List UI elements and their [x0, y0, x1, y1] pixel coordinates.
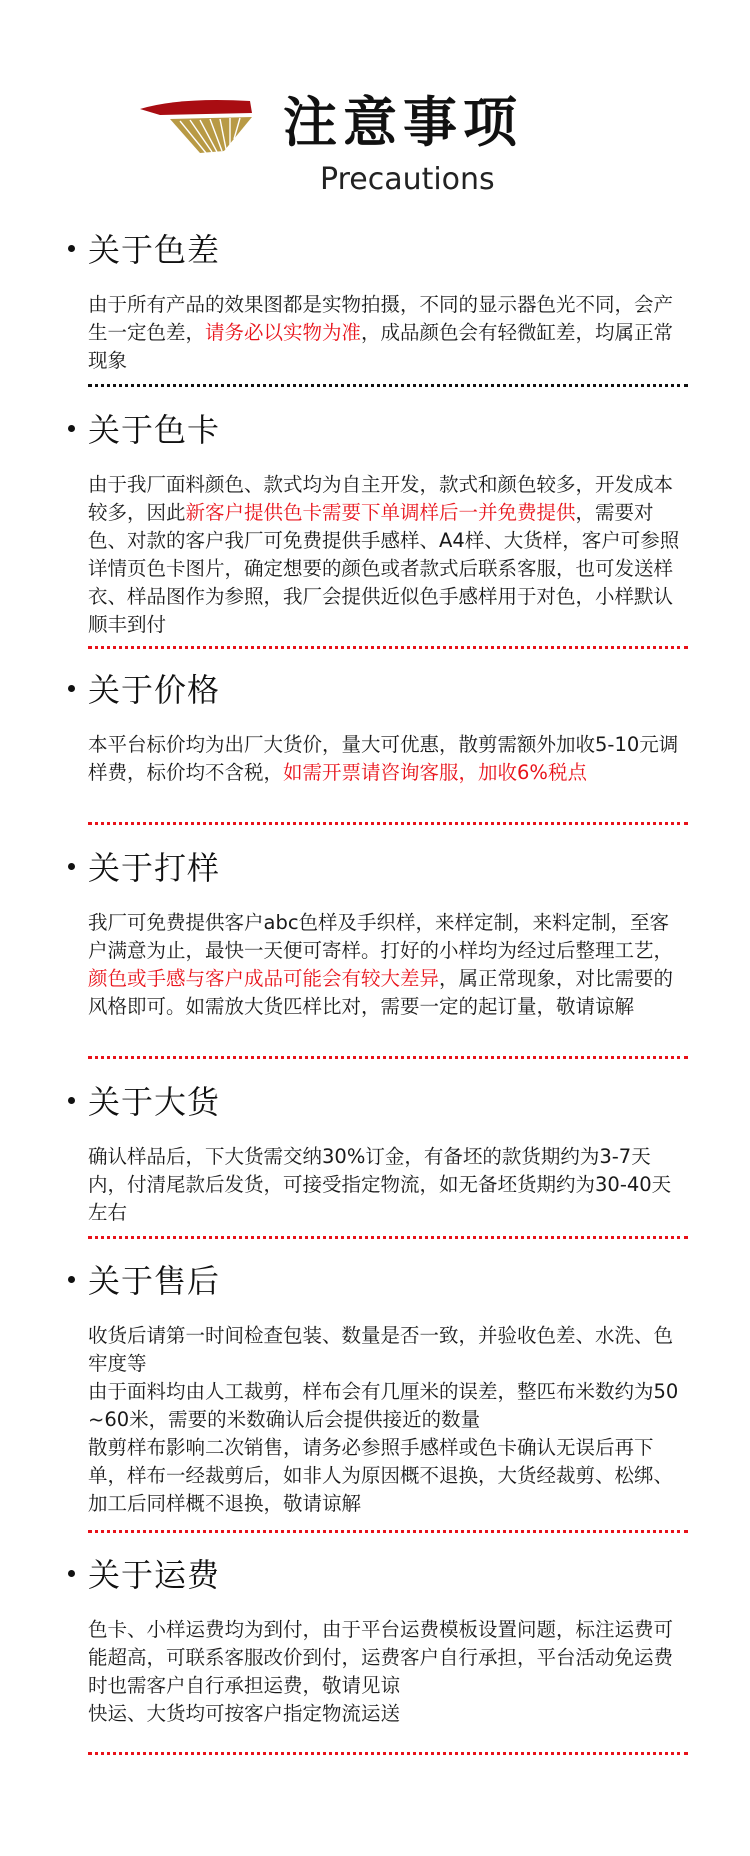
- section-header: [88, 1550, 688, 1600]
- section-header: [88, 665, 688, 715]
- section-body: [88, 909, 688, 1021]
- section-header: [88, 225, 688, 275]
- section-title: 关于色差: [88, 231, 221, 269]
- section-divider: [88, 822, 688, 825]
- section-title: 关于运费: [88, 1556, 221, 1594]
- body-text: 由于我厂面料颜色、款式均为自主开发，款式和颜色较多，开发成本较多，因此: [88, 473, 674, 524]
- section-title: 关于打样: [88, 849, 221, 887]
- body-text: ，需要对色、对款的客户我厂可免费提供手感样、A4样、大货样，客户可参照详情页色卡图片，确定想要的颜色或者款式后联系客服，也可发送样衣、样品图作为参照，我厂会提供近似色手感样用于对色，小样默认顺丰到付: [88, 501, 680, 636]
- highlight-text: 如需开票请咨询客服，加收6%税点: [283, 761, 587, 784]
- section-header: [88, 843, 688, 893]
- section-after-sales: [88, 1256, 688, 1518]
- section-divider: [88, 1236, 688, 1239]
- body-paragraph: 收货后请第一时间检查包装、数量是否一致，并验收色差、水洗、色牢度等: [88, 1324, 674, 1375]
- highlight-text: 颜色或手感与客户成品可能会有较大差异: [88, 967, 440, 990]
- page-subtitle: Precautions: [320, 162, 495, 197]
- bullet-icon: [68, 1570, 75, 1577]
- section-title: 关于价格: [88, 671, 221, 709]
- body-paragraph: 色卡、小样运费均为到付，由于平台运费模板设置问题，标注运费可能超高，可联系客服改价到付，运费客户自行承担，平台活动免运费时也需客户自行承担运费，敬请见谅: [88, 1618, 674, 1697]
- body-paragraph: 散剪样布影响二次销售，请务必参照手感样或色卡确认无误后再下单，样布一经裁剪后，如非人为原因概不退换，大货经裁剪、松绑、加工后同样概不退换，敬请谅解: [88, 1436, 674, 1515]
- section-header: [88, 1077, 688, 1127]
- body-text: ，属正常现象，对比需要的风格即可。如需放大货匹样比对，需要一定的起订量，敬请谅解: [88, 967, 674, 1018]
- section-divider: [88, 1752, 688, 1755]
- section-divider: [88, 646, 688, 649]
- company-logo-icon: [140, 95, 270, 165]
- section-body: [88, 291, 688, 375]
- section-body: [88, 1322, 688, 1518]
- body-paragraph: 由于面料均由人工裁剪，样布会有几厘米的误差，整匹布米数约为50~60米，需要的米数确认后会提供接近的数量: [88, 1380, 679, 1431]
- section-body: [88, 1616, 688, 1728]
- section-body: [88, 471, 688, 639]
- bullet-icon: [68, 1097, 75, 1104]
- section-header: [88, 405, 688, 455]
- body-text: 由于所有产品的效果图都是实物拍摄，不同的显示器色光不同，会产生一定色差，: [88, 293, 674, 344]
- section-shipping: [88, 1550, 688, 1728]
- bullet-icon: [68, 1276, 75, 1283]
- section-body: [88, 1143, 688, 1227]
- section-header: [88, 1256, 688, 1306]
- section-title: 关于售后: [88, 1262, 221, 1300]
- section-bulk-order: [88, 1077, 688, 1227]
- section-divider: [88, 1056, 688, 1059]
- bullet-icon: [68, 685, 75, 692]
- body-text: 本平台标价均为出厂大货价，量大可优惠，散剪需额外加收5-10元调样费，标价均不含税，: [88, 733, 679, 784]
- body-text: 我厂可免费提供客户abc色样及手织样，来样定制，来料定制，至客户满意为止，最快一天便可寄样。打好的小样均为经过后整理工艺，: [88, 911, 674, 962]
- section-divider: [88, 384, 688, 387]
- section-divider: [88, 1530, 688, 1533]
- body-text: 确认样品后，下大货需交纳30%订金，有备坯的款货期约为3-7天内，付清尾款后发货，可接受指定物流，如无备坯货期约为30-40天左右: [88, 1145, 672, 1224]
- section-color-difference: [88, 225, 688, 375]
- section-title: 关于色卡: [88, 411, 221, 449]
- section-sampling: [88, 843, 688, 1021]
- bullet-icon: [68, 863, 75, 870]
- body-paragraph: 快运、大货均可按客户指定物流运送: [88, 1702, 401, 1725]
- page-header: [0, 0, 750, 200]
- section-color-card: [88, 405, 688, 639]
- page-title: 注意事项: [283, 91, 523, 154]
- highlight-text: 新客户提供色卡需要下单调样后一并免费提供: [185, 501, 576, 524]
- bullet-icon: [68, 245, 75, 252]
- body-text: ，成品颜色会有轻微缸差，均属正常现象: [88, 321, 674, 372]
- section-body: [88, 731, 688, 787]
- section-title: 关于大货: [88, 1083, 221, 1121]
- section-price: [88, 665, 688, 787]
- bullet-icon: [68, 425, 75, 432]
- highlight-text: 请务必以实物为准: [205, 321, 362, 344]
